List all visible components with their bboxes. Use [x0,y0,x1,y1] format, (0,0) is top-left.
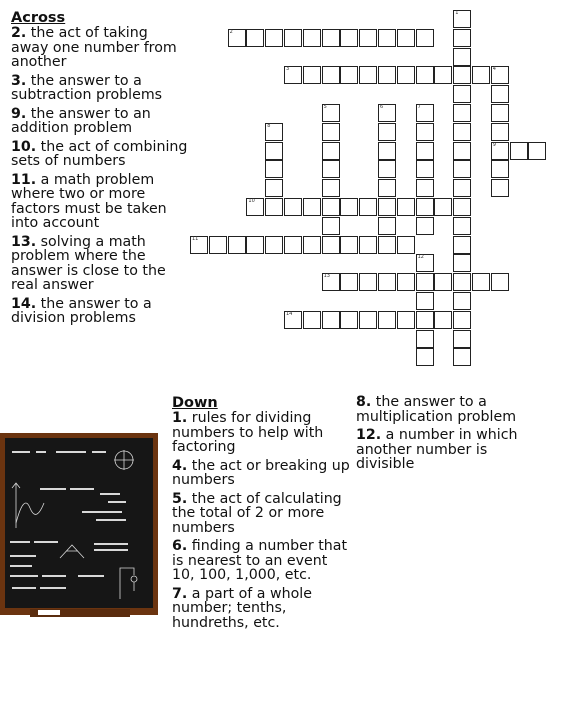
crossword-cell[interactable] [491,104,509,122]
cell-number: 7 [417,104,421,110]
clue-down-1: 1. rules for dividing numbers to help with factoring [172,410,324,455]
crossword-cell[interactable] [397,311,415,329]
clue-across-11: 11. a math problem where two or more factors must be taken into account [11,171,167,231]
crossword-cell[interactable] [434,198,452,216]
cell-number: 14 [286,310,293,317]
crossword-cell[interactable] [322,104,340,122]
crossword-cell[interactable] [322,29,340,47]
crossword-cell[interactable] [303,198,321,216]
crossword-cell[interactable] [491,142,509,160]
crossword-cell[interactable] [359,273,377,291]
crossword-cell[interactable] [378,236,396,254]
clue-down-5: 5. the act of calculating the total of 2 or more numbers [172,490,342,536]
crossword-cell[interactable] [378,217,396,235]
crossword-cell[interactable] [340,236,358,254]
crossword-cell[interactable] [416,104,434,122]
crossword-cell[interactable] [284,311,302,329]
crossword-cell[interactable] [265,179,283,197]
crossword-cell[interactable] [434,66,452,84]
crossword-cell[interactable] [453,348,471,366]
crossword-cell[interactable] [378,179,396,197]
crossword-cell[interactable] [303,311,321,329]
crossword-cell[interactable] [453,85,471,103]
crossword-cell[interactable] [246,198,264,216]
crossword-cell[interactable] [378,198,396,216]
crossword-cell[interactable] [453,198,471,216]
crossword-cell[interactable] [453,236,471,254]
crossword-cell[interactable] [453,66,471,84]
clue-across-3: 3. the answer to a subtraction problems [11,72,163,103]
crossword-cell[interactable] [491,160,509,178]
crossword-cell[interactable] [491,123,509,141]
crossword-cell[interactable] [416,254,434,272]
clue-down-12: 12. a number in which another number is divisible [356,427,518,472]
cell-number: 10 [248,198,255,204]
crossword-cell[interactable] [303,66,321,84]
crossword-cell[interactable] [284,236,302,254]
clue-across-9: 9. the answer to an addition problem [11,105,151,136]
crossword-cell[interactable] [453,10,471,28]
crossword-cell[interactable] [397,29,415,47]
crossword-cell[interactable] [472,66,490,84]
crossword-cell[interactable] [491,179,509,197]
crossword-cell[interactable] [528,142,546,160]
crossword-cell[interactable] [340,66,358,84]
crossword-cell[interactable] [284,66,302,84]
crossword-cell[interactable] [284,29,302,47]
down-heading: Down [172,395,218,411]
crossword-cell[interactable] [322,198,340,216]
crossword-cell[interactable] [453,123,471,141]
crossword-cell[interactable] [190,236,208,254]
cell-number: 9 [492,141,496,148]
crossword-cell[interactable] [416,179,434,197]
cell-number: 6 [380,104,384,110]
crossword-cell[interactable] [322,123,340,141]
crossword-cell[interactable] [378,104,396,122]
crossword-cell[interactable] [416,273,434,291]
crossword-cell[interactable] [453,254,471,272]
crossword-cell[interactable] [340,198,358,216]
crossword-cell[interactable] [378,123,396,141]
crossword-cell[interactable] [378,66,396,84]
crossword-cell[interactable] [265,236,283,254]
clue-down-6: 6. finding a number that is nearest to an event 10, 100, 1,000, etc. [172,538,348,583]
crossword-cell[interactable] [453,29,471,47]
crossword-cell[interactable] [303,29,321,47]
crossword-cell[interactable] [322,160,340,178]
crossword-cell[interactable] [453,217,471,235]
cell-number: 5 [323,104,327,110]
crossword-cell[interactable] [510,142,528,160]
crossword-cell[interactable] [359,66,377,84]
crossword-cell[interactable] [265,29,283,47]
crossword-cell[interactable] [265,123,283,141]
crossword-cell[interactable] [265,198,283,216]
clue-across-10: 10. the act of combining sets of numbers [11,138,188,169]
cell-number: 13 [323,273,330,280]
crossword-cell[interactable] [453,48,471,66]
crossword-cell[interactable] [416,123,434,141]
cell-number: 4 [492,66,496,73]
crossword-cell[interactable] [340,311,358,329]
crossword-cell[interactable] [416,198,434,216]
clue-across-14: 14. the answer to a division problems [11,295,152,326]
crossword-cell[interactable] [359,311,377,329]
down-clues-continued [356,395,546,476]
crossword-cell[interactable] [453,292,471,310]
crossword-cell[interactable] [303,236,321,254]
crossword-cell[interactable] [340,273,358,291]
crossword-cell[interactable] [472,273,490,291]
crossword-cell[interactable] [397,273,415,291]
cell-number: 11 [192,235,199,242]
crossword-cell[interactable] [416,292,434,310]
crossword-cell[interactable] [378,142,396,160]
crossword-cell[interactable] [246,236,264,254]
clue-down-7: 7. a part of a whole number; tenths, hundreths, etc. [172,585,312,631]
crossword-cell[interactable] [322,179,340,197]
crossword-cell[interactable] [491,273,509,291]
crossword-cell[interactable] [416,217,434,235]
crossword-cell[interactable] [228,236,246,254]
across-clues [11,10,189,330]
crossword-cell[interactable] [359,29,377,47]
crossword-cell[interactable] [397,66,415,84]
crossword-cell[interactable] [340,29,358,47]
crossword-cell[interactable] [322,236,340,254]
crossword-cell[interactable] [397,198,415,216]
crossword-cell[interactable] [359,198,377,216]
crossword-cell[interactable] [453,142,471,160]
crossword-cell[interactable] [378,273,396,291]
chalkboard-illustration [0,433,158,623]
crossword-cell[interactable] [453,160,471,178]
crossword-cell[interactable] [378,311,396,329]
crossword-cell[interactable] [491,66,509,84]
crossword-cell[interactable] [416,66,434,84]
crossword-cell[interactable] [416,330,434,348]
crossword-cell[interactable] [378,29,396,47]
crossword-cell[interactable] [228,29,246,47]
clue-across-13: 13. solving a math problem where the answer is close to the real answer [11,233,166,293]
crossword-cell[interactable] [246,29,264,47]
cell-number: 1 [455,10,459,16]
crossword-cell[interactable] [416,160,434,178]
crossword-cell[interactable] [434,311,452,329]
crossword-cell[interactable] [434,273,452,291]
crossword-cell[interactable] [322,273,340,291]
crossword-cell[interactable] [322,217,340,235]
cell-number: 3 [286,66,290,73]
down-clues [172,395,350,634]
crossword-cell[interactable] [453,330,471,348]
crossword-cell[interactable] [453,311,471,329]
crossword-cell[interactable] [322,311,340,329]
cell-number: 12 [417,254,424,261]
crossword-cell[interactable] [416,142,434,160]
clue-down-8: 8. the answer to a multiplication problem [356,394,517,425]
crossword-cell[interactable] [416,348,434,366]
cell-number: 8 [267,122,271,129]
crossword-cell[interactable] [322,66,340,84]
crossword-cell[interactable] [265,142,283,160]
clue-down-4: 4. the act or breaking up numbers [172,457,350,488]
crossword-cell[interactable] [453,104,471,122]
crossword-cell[interactable] [453,273,471,291]
crossword-cell[interactable] [397,236,415,254]
crossword-cell[interactable] [265,160,283,178]
crossword-cell[interactable] [209,236,227,254]
clue-across-2: 2. the act of taking away one number from another [11,25,177,70]
across-heading: Across [11,10,66,26]
cell-number: 2 [229,28,233,35]
crossword-cell[interactable] [378,160,396,178]
crossword-cell[interactable] [416,311,434,329]
crossword-cell[interactable] [453,179,471,197]
crossword-cell[interactable] [491,85,509,103]
crossword-cell[interactable] [284,198,302,216]
crossword-cell[interactable] [416,29,434,47]
crossword-cell[interactable] [359,236,377,254]
crossword-cell[interactable] [322,142,340,160]
